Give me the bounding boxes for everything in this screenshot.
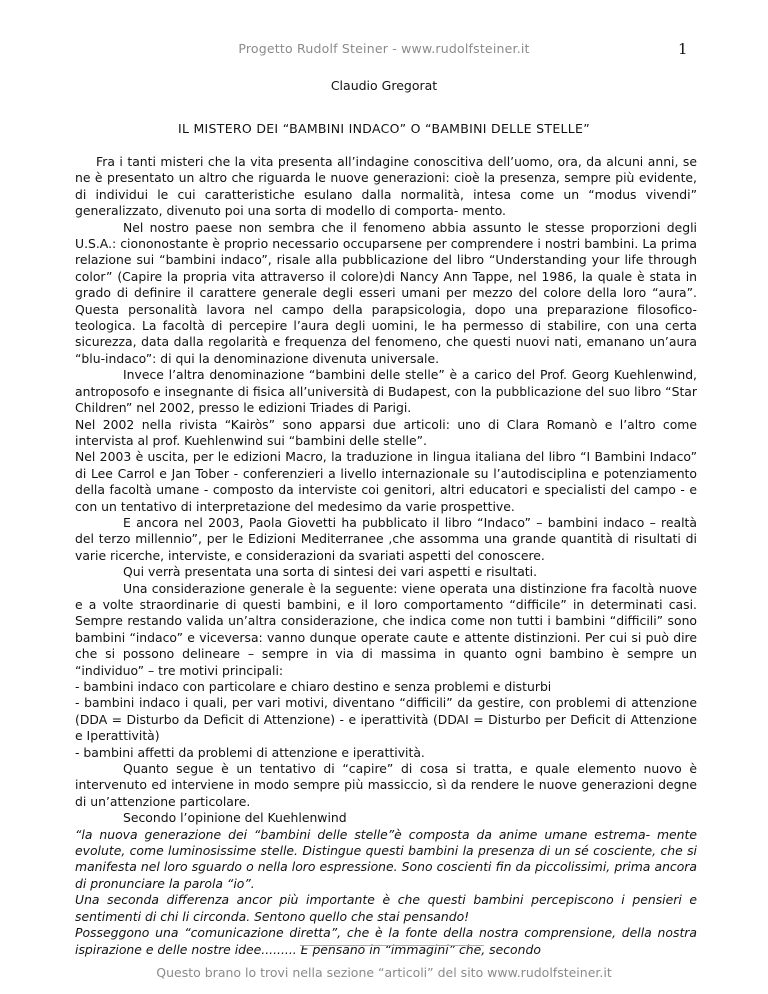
paragraph: Qui verrà presentata una sorta di sintesi dei vari aspetti e risultati. — [123, 564, 538, 580]
article-title: IL MISTERO DEI “BAMBINI INDACO” O “BAMBINI DELLE STELLE” — [177, 121, 591, 136]
running-footer: Questo brano lo trovi nella sezione “articoli” del sito www.rudolfsteiner.it — [156, 965, 612, 980]
quote-paragraph: “la nuova generazione dei “bambini delle stelle”è composta da anime umane estrema- mente evolute, come luminosissime stelle. Distingue questi bambini la presenza di un sé cosciente, che si manifesta nel loro sguardo o nella loro espressione. Sono coscienti fin da piccolissimi, prima ancora di pronunciare la parola “io”. — [75, 826, 697, 891]
footer-divider — [300, 945, 484, 946]
paragraph: Quanto segue è un tentativo di “capire” di cosa si tratta, e quale elemento nuovo è intervenuto ed interviene in modo sempre più massiccio, sì da rendere le nuove generazioni degne di un’attenzione particolare. — [75, 761, 697, 809]
paragraph: Nel nostro paese non sembra che il fenomeno abbia assunto le stesse proporzioni degli U.S.A.: ciononostante è proprio necessario occuparsene per comprendere i nostri bambini. La prima relazione sui “bambini indaco”, risale alla pubblicazione del libro “Understanding your life through color” (Capire la propria vita attraverso il colore)di Nancy Ann Tappe, nel 1986, la quale è stata in grado di definire il carattere generale degli esseri umani per mezzo del colore della loro “aura”. Questa personalità lavora nel campo della parapsicologia, dopo una preparazione filosofico-teologica. La facoltà di percepire l’aura degli uomini, le ha permesso di stabilire, con una certa sicurezza, data dalla regolarità e frequenza del fenomeno, che questi nuovi nati, emanano un’aura “blu-indaco”: di qui la denominazione divenuta universale. — [75, 219, 697, 366]
paragraph: Nel 2003 è uscita, per le edizioni Macro, la traduzione in lingua italiana del libro “I Bambini Indaco” di Lee Carrol e Jan Tober - conferenzieri a livello internazionale su l’autodisciplina e potenziamento della facoltà umane - composto da interviste coi genitori, altri educatori e specialisti del campo - e con un tentativo di interpretazione del medesimo da varie prospettive. — [75, 449, 697, 514]
paragraph: Nel 2002 nella rivista “Kairòs” sono apparsi due articoli: uno di Clara Romanò e l’altro come intervista al prof. Kuehlenwind sui “bambini delle stelle”. — [75, 416, 697, 448]
paragraph: Secondo l’opinione del Kuehlenwind — [123, 810, 347, 826]
list-item: - bambini indaco i quali, per vari motivi, diventano “difficili” da gestire, con problemi di attenzione (DDA = Disturbo da Deficit di Attenzione) - e iperattività (DDAI = Disturbo per Deficit di Attenzione e Iperattività) — [75, 695, 697, 744]
running-header: Progetto Rudolf Steiner - www.rudolfsteiner.it — [238, 41, 530, 56]
author-name: Claudio Gregorat — [330, 78, 438, 93]
article-body — [75, 154, 697, 958]
quote-paragraph: Posseggono una “comunicazione diretta”, che è la fonte della nostra comprensione, della nostra ispirazione e delle nostre idee......... E pensano in “immagini” che, secondo — [75, 925, 697, 957]
list-item: - bambini indaco con particolare e chiaro destino e senza problemi e disturbi — [75, 679, 552, 694]
quote-paragraph: Una seconda differenza ancor più importante è che questi bambini percepiscono i pensieri e sentimenti di chi li circonda. Sentono quello che stai pensando! — [75, 892, 697, 924]
page-number: 1 — [678, 40, 688, 58]
paragraph: Fra i tanti misteri che la vita presenta all’indagine conoscitiva dell’uomo, ora, da alcuni anni, se ne è presentato un altro che riguarda le nuove generazioni: cioè la presenza, sempre più evidente, di individui le cui caratteristiche esulano dalla normalità, intesa come un “modus vivendi” generalizzato, divenuto poi una sorta di modello di comporta- mento. — [75, 154, 697, 219]
list-item: - bambini affetti da problemi di attenzione e iperattività. — [75, 744, 425, 760]
paragraph: E ancora nel 2003, Paola Giovetti ha pubblicato il libro “Indaco” – bambini indaco – realtà del terzo millennio”, per le Edizioni Mediterranee ,che assomma una grande quantità di risultati di varie ricerche, interviste, e considerazioni da svariati aspetti del conoscere. — [75, 514, 697, 563]
paragraph: Una considerazione generale è la seguente: viene operata una distinzione fra facoltà nuove e a volte straordinarie di questi bambini, e il loro comportamento “difficile” in determinati casi. Sempre restando valida un’altra considerazione, che indica come non tutti i bambini “difficili” sono bambini “indaco” e viceversa: vanno dunque operate caute e attente distinzioni. Per cui si può dire che si possono delineare – sempre in via di massima in quanto ogni bambino è sempre un “individuo” – tre motivi principali: — [75, 580, 697, 678]
paragraph: Invece l’altra denominazione “bambini delle stelle” è a carico del Prof. Georg Kuehlenwind, antroposofo e insegnante di fisica all’università di Budapest, con la pubblicazione del suo libro “Star Children” nel 2002, presso le edizioni Triades di Parigi. — [75, 367, 697, 416]
